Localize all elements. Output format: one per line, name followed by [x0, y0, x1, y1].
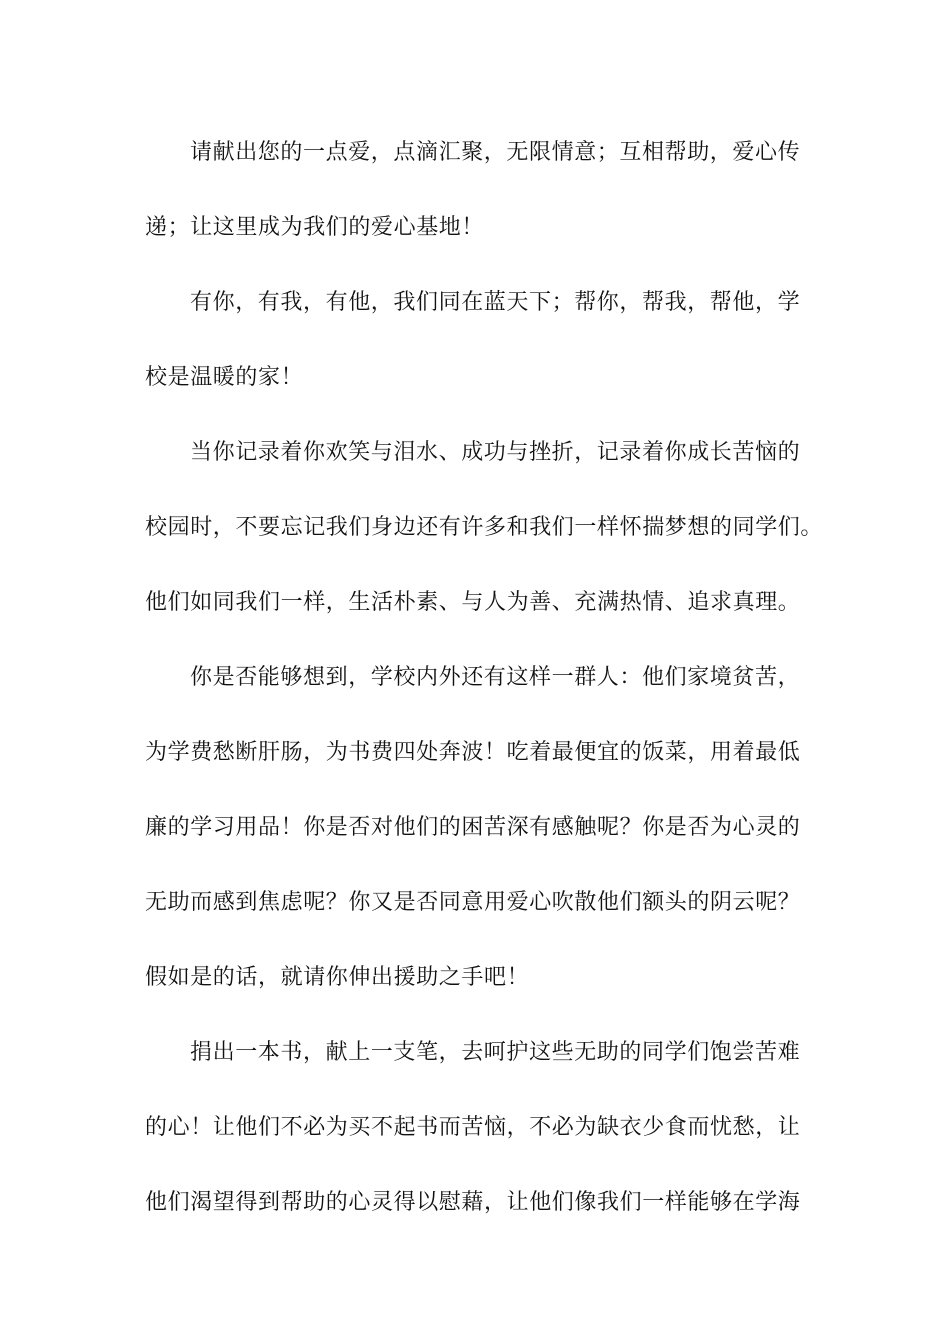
paragraph-2-line-2: 校是温暖的家！ — [145, 365, 304, 390]
paragraph-5-line-3: 他们渴望得到帮助的心灵得以慰藉，让他们像我们一样能够在学海 — [145, 1190, 801, 1215]
paragraph-3-line-1: 当你记录着你欢笑与泪水、成功与挫折，记录着你成长苦恼的 — [190, 440, 801, 465]
paragraph-5-line-2: 的心！让他们不必为买不起书而苦恼，不必为缺衣少食而忧愁，让 — [145, 1115, 801, 1140]
paragraph-4-line-3: 廉的学习用品！你是否对他们的困苦深有感触呢？你是否为心灵的 — [145, 815, 801, 840]
paragraph-4-line-2: 为学费愁断肝肠，为书费四处奔波！吃着最便宜的饭菜，用着最低 — [145, 740, 801, 765]
paragraph-4-line-1: 你是否能够想到，学校内外还有这样一群人：他们家境贫苦， — [190, 665, 801, 690]
paragraph-4-line-5: 假如是的话，就请你伸出援助之手吧！ — [145, 965, 530, 990]
paragraph-3-line-2: 校园时，不要忘记我们身边还有许多和我们一样怀揣梦想的同学们。 — [145, 515, 824, 540]
paragraph-5-line-1: 捐出一本书，献上一支笔，去呵护这些无助的同学们饱尝苦难 — [190, 1040, 801, 1065]
paragraph-3-line-3: 他们如同我们一样，生活朴素、与人为善、充满热情、追求真理。 — [145, 590, 801, 615]
paragraph-4-line-4: 无助而感到焦虑呢？你又是否同意用爱心吹散他们额头的阴云呢？ — [145, 890, 801, 915]
paragraph-1-line-2: 递；让这里成为我们的爱心基地！ — [145, 215, 485, 240]
paragraph-1-line-1: 请献出您的一点爱，点滴汇聚，无限情意；互相帮助，爱心传 — [190, 140, 801, 165]
paragraph-2-line-1: 有你，有我，有他，我们同在蓝天下；帮你，帮我，帮他，学 — [190, 290, 801, 315]
